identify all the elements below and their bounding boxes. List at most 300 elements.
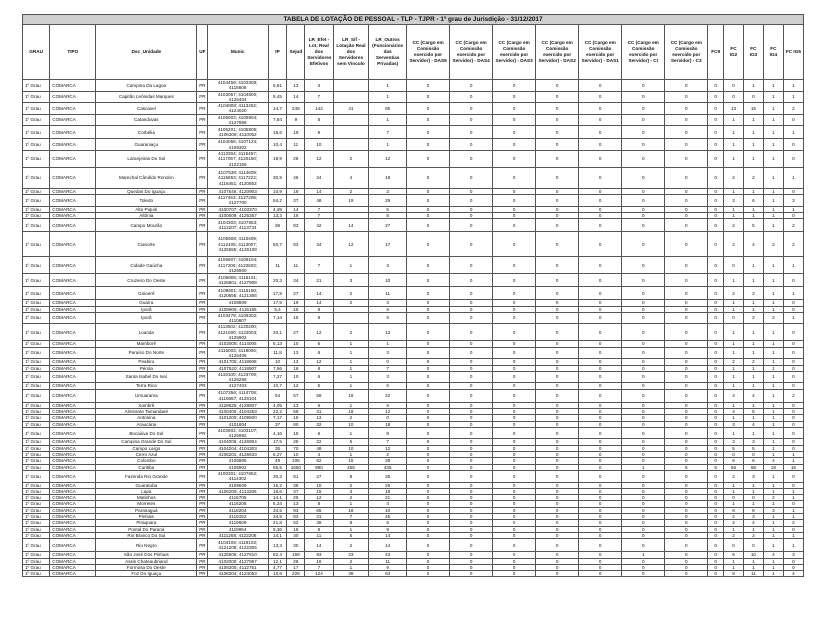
table-cell: 0 <box>493 539 536 552</box>
table-cell: Cruzeiro Do Oeste <box>96 274 197 287</box>
table-cell: 1º Grau <box>23 415 50 421</box>
table-cell: 1 <box>763 514 783 520</box>
table-cell: 0 <box>665 371 708 383</box>
table-cell: 4 <box>763 552 783 558</box>
table-cell: 0 <box>450 365 493 371</box>
table-cell: Foz Do Iguaçu <box>96 571 197 577</box>
table-cell: 0 <box>536 347 579 359</box>
table-cell: 2 <box>724 167 744 188</box>
table-cell: 0 <box>708 219 724 232</box>
table-cell: 0 <box>708 91 724 103</box>
table-row <box>23 150 804 167</box>
table-cell: 1 <box>763 300 783 306</box>
table-cell: COMARCA <box>50 274 96 287</box>
table-cell: 0 <box>450 495 493 501</box>
table-cell: 0 <box>622 300 665 306</box>
table-cell: 1º Grau <box>23 213 50 219</box>
table-cell: 10 <box>369 274 407 287</box>
column-header: IP <box>268 25 287 80</box>
table-cell: 1 <box>724 341 744 347</box>
table-cell: 0 <box>622 470 665 482</box>
table-cell: 0 <box>665 206 708 212</box>
table-cell: PR <box>197 257 207 274</box>
table-cell: 15,2 <box>268 482 287 488</box>
table-cell: 1 <box>743 324 763 341</box>
table-row <box>23 126 804 139</box>
table-cell: Marechal Cândido Rondon <box>96 167 197 188</box>
table-cell: 5,4 <box>268 306 287 312</box>
table-cell: 93 <box>287 507 305 513</box>
table-cell: 1º Grau <box>23 571 50 577</box>
table-cell: 28 <box>287 558 305 564</box>
table-cell: 0 <box>493 526 536 532</box>
table-cell: 0 <box>407 365 450 371</box>
table-cell: 1 <box>783 167 803 188</box>
table-cell: 0 <box>708 564 724 570</box>
table-cell: 0 <box>579 80 622 92</box>
table-cell: 0 <box>407 80 450 92</box>
table-cell: 5 <box>708 464 724 470</box>
table-cell: 1º Grau <box>23 347 50 359</box>
table-cell: 25 <box>287 439 305 445</box>
table-cell: 17,9 <box>268 287 287 300</box>
table-cell: 1 <box>724 371 744 383</box>
table-cell: 0 <box>407 347 450 359</box>
table-cell: 6 <box>369 312 407 324</box>
table-cell: Iporã <box>96 312 197 324</box>
table-cell: 1º Grau <box>23 365 50 371</box>
table-cell: 0 <box>407 341 450 347</box>
table-cell: Guaraniaçu <box>96 139 197 151</box>
table-cell: 0 <box>665 359 708 365</box>
table-cell: 1 <box>763 274 783 287</box>
table-cell: 4105607; 4109104; 4117206; 4122602; 4126900 <box>207 257 268 274</box>
table-cell: 0 <box>665 103 708 115</box>
table-cell: 0 <box>783 114 803 126</box>
table-cell: 8 <box>305 312 333 324</box>
table-cell: 4 <box>743 520 763 526</box>
table-cell: COMARCA <box>50 114 96 126</box>
table-cell: 22 <box>369 389 407 402</box>
table-cell: PR <box>197 300 207 306</box>
table-cell: 0 <box>493 383 536 389</box>
table-cell: 0 <box>450 80 493 92</box>
table-cell: COMARCA <box>50 312 96 324</box>
table-cell: 0 <box>450 219 493 232</box>
table-cell: PR <box>197 91 207 103</box>
table-cell: Rio Branco Do Sul <box>96 532 197 538</box>
table-cell: 0 <box>665 564 708 570</box>
table-cell: 14,1 <box>268 532 287 538</box>
table-cell: PR <box>197 213 207 219</box>
table-cell: 0 <box>579 539 622 552</box>
table-cell: 13 <box>369 324 407 341</box>
table-cell: 30 <box>287 532 305 538</box>
table-cell: 4108205; 4112751 <box>207 564 268 570</box>
table-cell: 7 <box>369 365 407 371</box>
table-cell: 0 <box>536 257 579 274</box>
table-cell: 0 <box>493 347 536 359</box>
table-cell: 34,5 <box>268 514 287 520</box>
table-cell: 30,9 <box>268 167 287 188</box>
table-cell: 0 <box>708 274 724 287</box>
table-cell: 1 <box>724 402 744 408</box>
table-cell: 0 <box>493 365 536 371</box>
table-cell: 2 <box>763 312 783 324</box>
column-header: Munic <box>207 25 268 80</box>
table-cell: 4 <box>305 452 333 458</box>
table-cell: 4116208 <box>207 501 268 507</box>
table-cell: 980 <box>305 464 333 470</box>
table-cell: 0 <box>622 539 665 552</box>
table-cell: 0 <box>536 219 579 232</box>
table-cell: 0 <box>708 482 724 488</box>
table-cell: 0 <box>665 114 708 126</box>
table-cell: 11 <box>369 558 407 564</box>
column-header: FC9 <box>708 25 724 80</box>
table-cell: 7 <box>305 213 333 219</box>
table-cell: 0 <box>493 150 536 167</box>
table-row <box>23 539 804 552</box>
table-cell: 0 <box>665 257 708 274</box>
table-cell: 1 <box>763 421 783 427</box>
table-cell: Campo Mourão <box>96 219 197 232</box>
table-cell: 4 <box>763 458 783 464</box>
table-cell: 1 <box>763 470 783 482</box>
table-cell: 0 <box>708 488 724 494</box>
table-cell: 54 <box>268 389 287 402</box>
table-cell: Laranjeiras Do Sul <box>96 150 197 167</box>
table-cell: 0 <box>622 195 665 207</box>
table-cell: 1º Grau <box>23 445 50 451</box>
table-cell: 7 <box>369 439 407 445</box>
table-cell: 1 <box>763 126 783 139</box>
table-cell: 1 <box>763 195 783 207</box>
table-cell: 52 <box>287 520 305 526</box>
table-cell: PR <box>197 571 207 577</box>
table-cell: 0 <box>622 507 665 513</box>
table-cell: 4107538; 4114609; 4115853; 4117222; 4118451; 4120853 <box>207 167 268 188</box>
table-cell: 12 <box>287 383 305 389</box>
table-cell: 0 <box>493 564 536 570</box>
table-cell: Guaíra <box>96 300 197 306</box>
table-cell: PR <box>197 232 207 257</box>
table-cell: 0 <box>407 167 450 188</box>
table-cell: 22,2 <box>268 408 287 414</box>
table-cell: 0 <box>407 445 450 451</box>
table-cell: 0 <box>579 532 622 538</box>
table-cell: 1º Grau <box>23 526 50 532</box>
table-cell: 4108304; 4124053 <box>207 571 268 577</box>
table-cell: 1 <box>763 402 783 408</box>
table-cell: 0 <box>665 452 708 458</box>
table-cell: 1º Grau <box>23 139 50 151</box>
table-cell: 0 <box>407 402 450 408</box>
table-cell: 0 <box>536 520 579 526</box>
table-cell: 0 <box>665 139 708 151</box>
table-cell: 1 <box>724 427 744 439</box>
table-cell: COMARCA <box>50 439 96 445</box>
table-cell: PR <box>197 219 207 232</box>
table-cell: 1º Grau <box>23 532 50 538</box>
table-cell: PR <box>197 564 207 570</box>
table-cell: 4102802; 4103107; 4125982 <box>207 427 268 439</box>
table-cell: 4105201; 4105805; 4106308; 4110052 <box>207 126 268 139</box>
table-cell: 0 <box>622 526 665 532</box>
table-cell: 0 <box>665 539 708 552</box>
table-cell: 56 <box>724 464 744 470</box>
table-cell: 1650 <box>287 464 305 470</box>
table-cell: 2 <box>783 103 803 115</box>
table-cell: 4109609 <box>207 482 268 488</box>
table-cell: COMARCA <box>50 219 96 232</box>
table-cell: 4106902 <box>207 464 268 470</box>
table-cell: 0 <box>665 470 708 482</box>
table-cell: 15 <box>287 415 305 421</box>
table-cell: 0 <box>536 558 579 564</box>
table-cell: 0 <box>708 365 724 371</box>
table-cell: 0 <box>493 552 536 558</box>
table-cell: 0 <box>493 91 536 103</box>
table-cell: 1 <box>763 526 783 532</box>
table-cell: 0 <box>536 389 579 402</box>
table-cell: 6 <box>305 347 333 359</box>
table-cell: 1 <box>763 365 783 371</box>
table-cell: 0 <box>493 402 536 408</box>
table-cell: 0 <box>665 402 708 408</box>
table-cell: 0 <box>622 482 665 488</box>
table-cell: 0 <box>579 488 622 494</box>
table-cell: 1 <box>333 526 369 532</box>
table-cell: 0 <box>708 539 724 552</box>
table-cell: 2 <box>724 219 744 232</box>
table-cell: 1 <box>763 324 783 341</box>
table-cell: 0 <box>407 514 450 520</box>
table-cell: 1 <box>763 452 783 458</box>
table-cell: 0 <box>579 564 622 570</box>
table-cell: 12 <box>305 495 333 501</box>
table-cell: 2 <box>783 389 803 402</box>
table-cell: 2 <box>333 415 369 421</box>
table-cell: 0 <box>493 206 536 212</box>
table-cell: 5 <box>743 408 763 414</box>
table-cell: COMARCA <box>50 139 96 151</box>
table-cell: 1º Grau <box>23 520 50 526</box>
table-cell: COMARCA <box>50 91 96 103</box>
table-cell: 10 <box>287 371 305 383</box>
table-cell: 9 <box>369 526 407 532</box>
table-cell: 4103479; 4106302; 4110607 <box>207 312 268 324</box>
table-cell: 0 <box>708 552 724 558</box>
table-cell: 59 <box>287 408 305 414</box>
table-cell: 0 <box>708 520 724 526</box>
table-cell: 1 <box>743 427 763 439</box>
table-cell: 0 <box>783 564 803 570</box>
table-cell: 15 <box>333 458 369 464</box>
table-cell: 0 <box>450 552 493 558</box>
table-cell: 1º Grau <box>23 195 50 207</box>
table-cell: 11 <box>743 571 763 577</box>
table-cell: 0 <box>665 439 708 445</box>
table-cell: 4100301; 4107652; 4114302 <box>207 470 268 482</box>
table-cell: 2 <box>333 539 369 552</box>
column-header: LR_Outros (Funcionários das Serventias Privadas) <box>369 25 407 80</box>
table-cell: 1 <box>743 501 763 507</box>
table-cell: 0 <box>783 501 803 507</box>
table-cell: 1º Grau <box>23 552 50 558</box>
table-cell: 30 <box>287 539 305 552</box>
table-cell: 0 <box>622 427 665 439</box>
table-row <box>23 167 804 188</box>
table-cell: 6 <box>369 383 407 389</box>
table-cell: 1 <box>724 188 744 194</box>
table-cell: 0 <box>493 80 536 92</box>
table-cell: 1 <box>763 80 783 92</box>
table-cell: 1º Grau <box>23 206 50 212</box>
table-cell: 1 <box>369 91 407 103</box>
table-cell: 0 <box>665 80 708 92</box>
table-cell: 0 <box>622 445 665 451</box>
table-cell: 0 <box>407 359 450 365</box>
table-cell: 6 <box>369 306 407 312</box>
table-cell: PR <box>197 306 207 312</box>
table-cell: 0 <box>708 213 724 219</box>
table-cell: 4,16 <box>268 427 287 439</box>
table-cell: 0 <box>450 558 493 564</box>
table-cell: 1 <box>333 501 369 507</box>
table-cell: 1º Grau <box>23 312 50 324</box>
table-cell: PR <box>197 501 207 507</box>
table-cell: 0 <box>579 389 622 402</box>
table-cell: 0 <box>579 126 622 139</box>
table-cell: 0 <box>708 114 724 126</box>
table-cell: 0 <box>708 458 724 464</box>
table-cell: COMARCA <box>50 257 96 274</box>
table-cell: 0 <box>407 383 450 389</box>
table-cell: 0 <box>450 408 493 414</box>
table-cell: 1 <box>724 300 744 306</box>
table-cell: 1 <box>743 365 763 371</box>
table-cell: 4101804 <box>207 421 268 427</box>
table-cell: 1 <box>724 482 744 488</box>
table-cell: 0 <box>407 126 450 139</box>
table-cell: 1 <box>333 383 369 389</box>
table-cell: 0 <box>407 371 450 383</box>
table-cell: COMARCA <box>50 558 96 564</box>
table-cell: Almirante Tamandaré <box>96 408 197 414</box>
table-cell: 0 <box>665 91 708 103</box>
table-cell: 0 <box>579 507 622 513</box>
table-cell: 0 <box>407 520 450 526</box>
table-cell: 4104303; 4107553; 4112207; 4113734 <box>207 219 268 232</box>
table-cell: PR <box>197 139 207 151</box>
table-cell: 8 <box>305 365 333 371</box>
table-cell: 0 <box>708 507 724 513</box>
table-cell: 0 <box>407 188 450 194</box>
table-cell: 0 <box>450 114 493 126</box>
table-cell: 3 <box>724 439 744 445</box>
table-cell: 0 <box>724 452 744 458</box>
table-cell: 0 <box>724 257 744 274</box>
table-cell: COMARCA <box>50 470 96 482</box>
table-cell: 0 <box>536 439 579 445</box>
table-cell: 0 <box>665 421 708 427</box>
table-cell: 0 <box>493 287 536 300</box>
table-cell: 10 <box>333 445 369 451</box>
table-cell: 1 <box>783 206 803 212</box>
table-cell: COMARCA <box>50 167 96 188</box>
table-cell: 1 <box>783 312 803 324</box>
table-cell: 1 <box>743 488 763 494</box>
table-cell: 0 <box>407 139 450 151</box>
table-cell: 1º Grau <box>23 371 50 383</box>
table-cell: 1º Grau <box>23 300 50 306</box>
table-cell: 2 <box>724 287 744 300</box>
table-cell: PR <box>197 526 207 532</box>
table-cell: PR <box>197 80 207 92</box>
table-cell: 1º Grau <box>23 359 50 365</box>
table-cell: 2 <box>333 150 369 167</box>
table-cell: 4,39 <box>268 206 287 212</box>
table-cell: 3 <box>743 470 763 482</box>
table-cell: 1 <box>724 126 744 139</box>
table-cell: 13 <box>287 80 305 92</box>
table-cell: 1 <box>743 206 763 212</box>
table-cell: 15 <box>287 306 305 312</box>
table-cell: 0 <box>724 80 744 92</box>
table-cell: 0 <box>783 213 803 219</box>
table-cell: 0 <box>536 371 579 383</box>
table-cell: 142 <box>305 103 333 115</box>
table-cell: 1 <box>763 564 783 570</box>
table-cell: Alto Piquiri <box>96 206 197 212</box>
table-cell: 0 <box>579 213 622 219</box>
table-cell: PR <box>197 470 207 482</box>
table-cell: 4127403 <box>207 383 268 389</box>
table-cell: 16 <box>333 389 369 402</box>
table-cell: 0 <box>407 564 450 570</box>
table-cell: 0 <box>450 445 493 451</box>
table-cell: 26 <box>369 482 407 488</box>
table-cell: 0 <box>493 371 536 383</box>
table-cell: 0 <box>536 507 579 513</box>
table-cell: 10 <box>305 482 333 488</box>
table-cell: Matinhos <box>96 495 197 501</box>
table-cell: 1 <box>743 300 763 306</box>
table-cell: 0 <box>665 571 708 577</box>
table-cell: 10 <box>305 139 333 151</box>
table-cell: 12 <box>305 359 333 365</box>
table-cell: 0 <box>536 359 579 365</box>
table-cell: 0 <box>622 188 665 194</box>
table-cell: 0 <box>622 564 665 570</box>
table-cell: 0 <box>450 150 493 167</box>
table-cell: 1 <box>743 80 763 92</box>
table-cell: 28 <box>369 458 407 464</box>
table-cell: 5 <box>369 206 407 212</box>
table-cell: 0 <box>783 359 803 365</box>
table-cell: 0 <box>622 91 665 103</box>
table-cell: 0 <box>450 389 493 402</box>
table-cell: 49 <box>268 458 287 464</box>
table-cell: 0 <box>407 495 450 501</box>
table-cell: 1º Grau <box>23 257 50 274</box>
table-cell: 3 <box>783 195 803 207</box>
table-cell: Campo Largo <box>96 445 197 451</box>
table-cell: 1º Grau <box>23 114 50 126</box>
table-cell: 0 <box>493 445 536 451</box>
table-cell: 0 <box>665 482 708 488</box>
